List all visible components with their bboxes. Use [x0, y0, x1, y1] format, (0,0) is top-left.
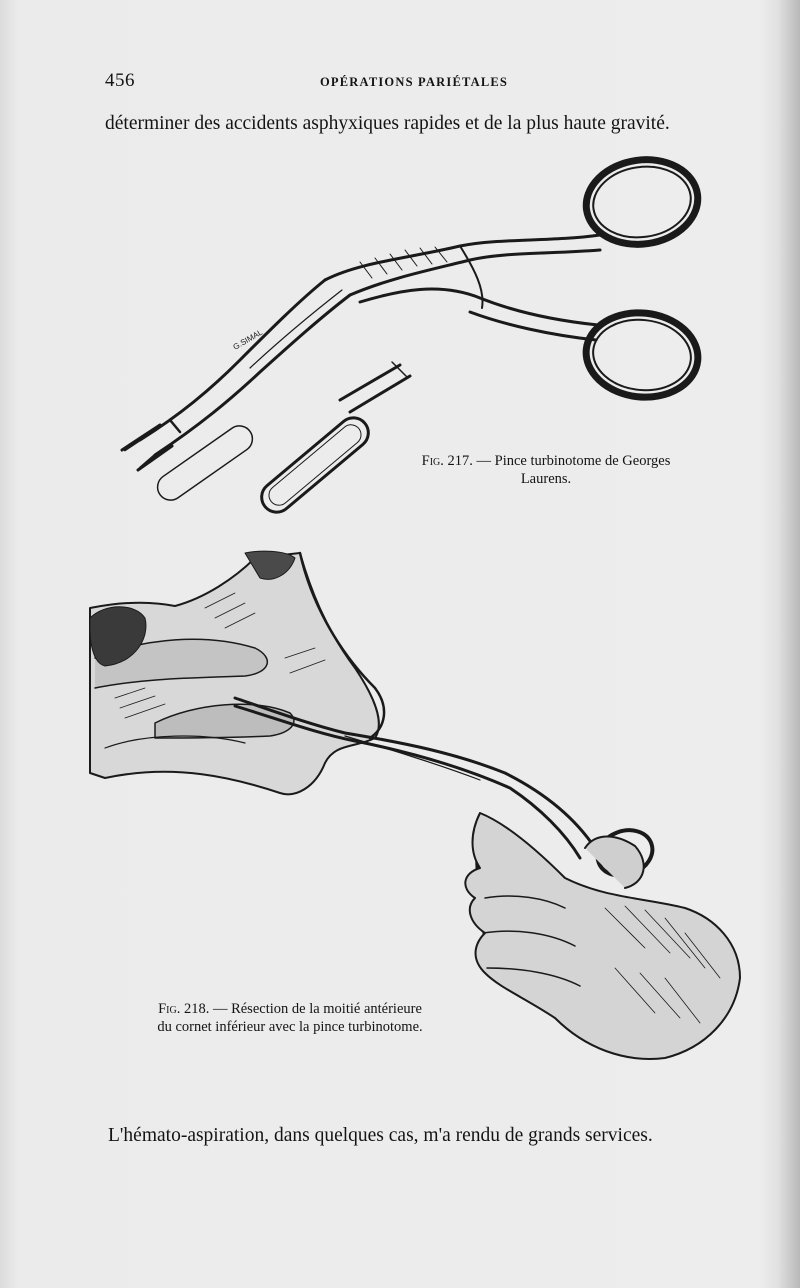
body-text-bottom: L'hémato-aspiration, dans quelques cas, m'a rendu de grands services.: [108, 1125, 653, 1146]
figure-217-caption-line2: Laurens.: [520, 471, 572, 487]
figure-218-caption-line2: du cornet inférieur avec la pince turbinotome.: [157, 1019, 423, 1035]
page-edge-shadow: [778, 0, 800, 1288]
figure-218-number: Fig. 218.: [158, 1001, 210, 1017]
running-head: OPÉRATIONS PARIÉTALES: [320, 75, 509, 89]
body-text-top: déterminer des accidents asphyxiques rapides et de la plus haute gravité.: [105, 113, 670, 134]
engraved-mark-text: G.SIMAL: [231, 327, 265, 352]
figure-218-nasal-resection-illustration: [85, 548, 750, 1068]
figure-218-caption-line1: — Résection de la moitié antérieure: [212, 1001, 422, 1017]
figure-217-caption: [396, 452, 696, 488]
figure-217-caption-line1: — Pince turbinotome de Georges: [476, 453, 671, 469]
figure-218-caption: [120, 1000, 460, 1036]
figure-217-number: Fig. 217.: [421, 453, 473, 469]
page-number: 456: [105, 70, 135, 91]
